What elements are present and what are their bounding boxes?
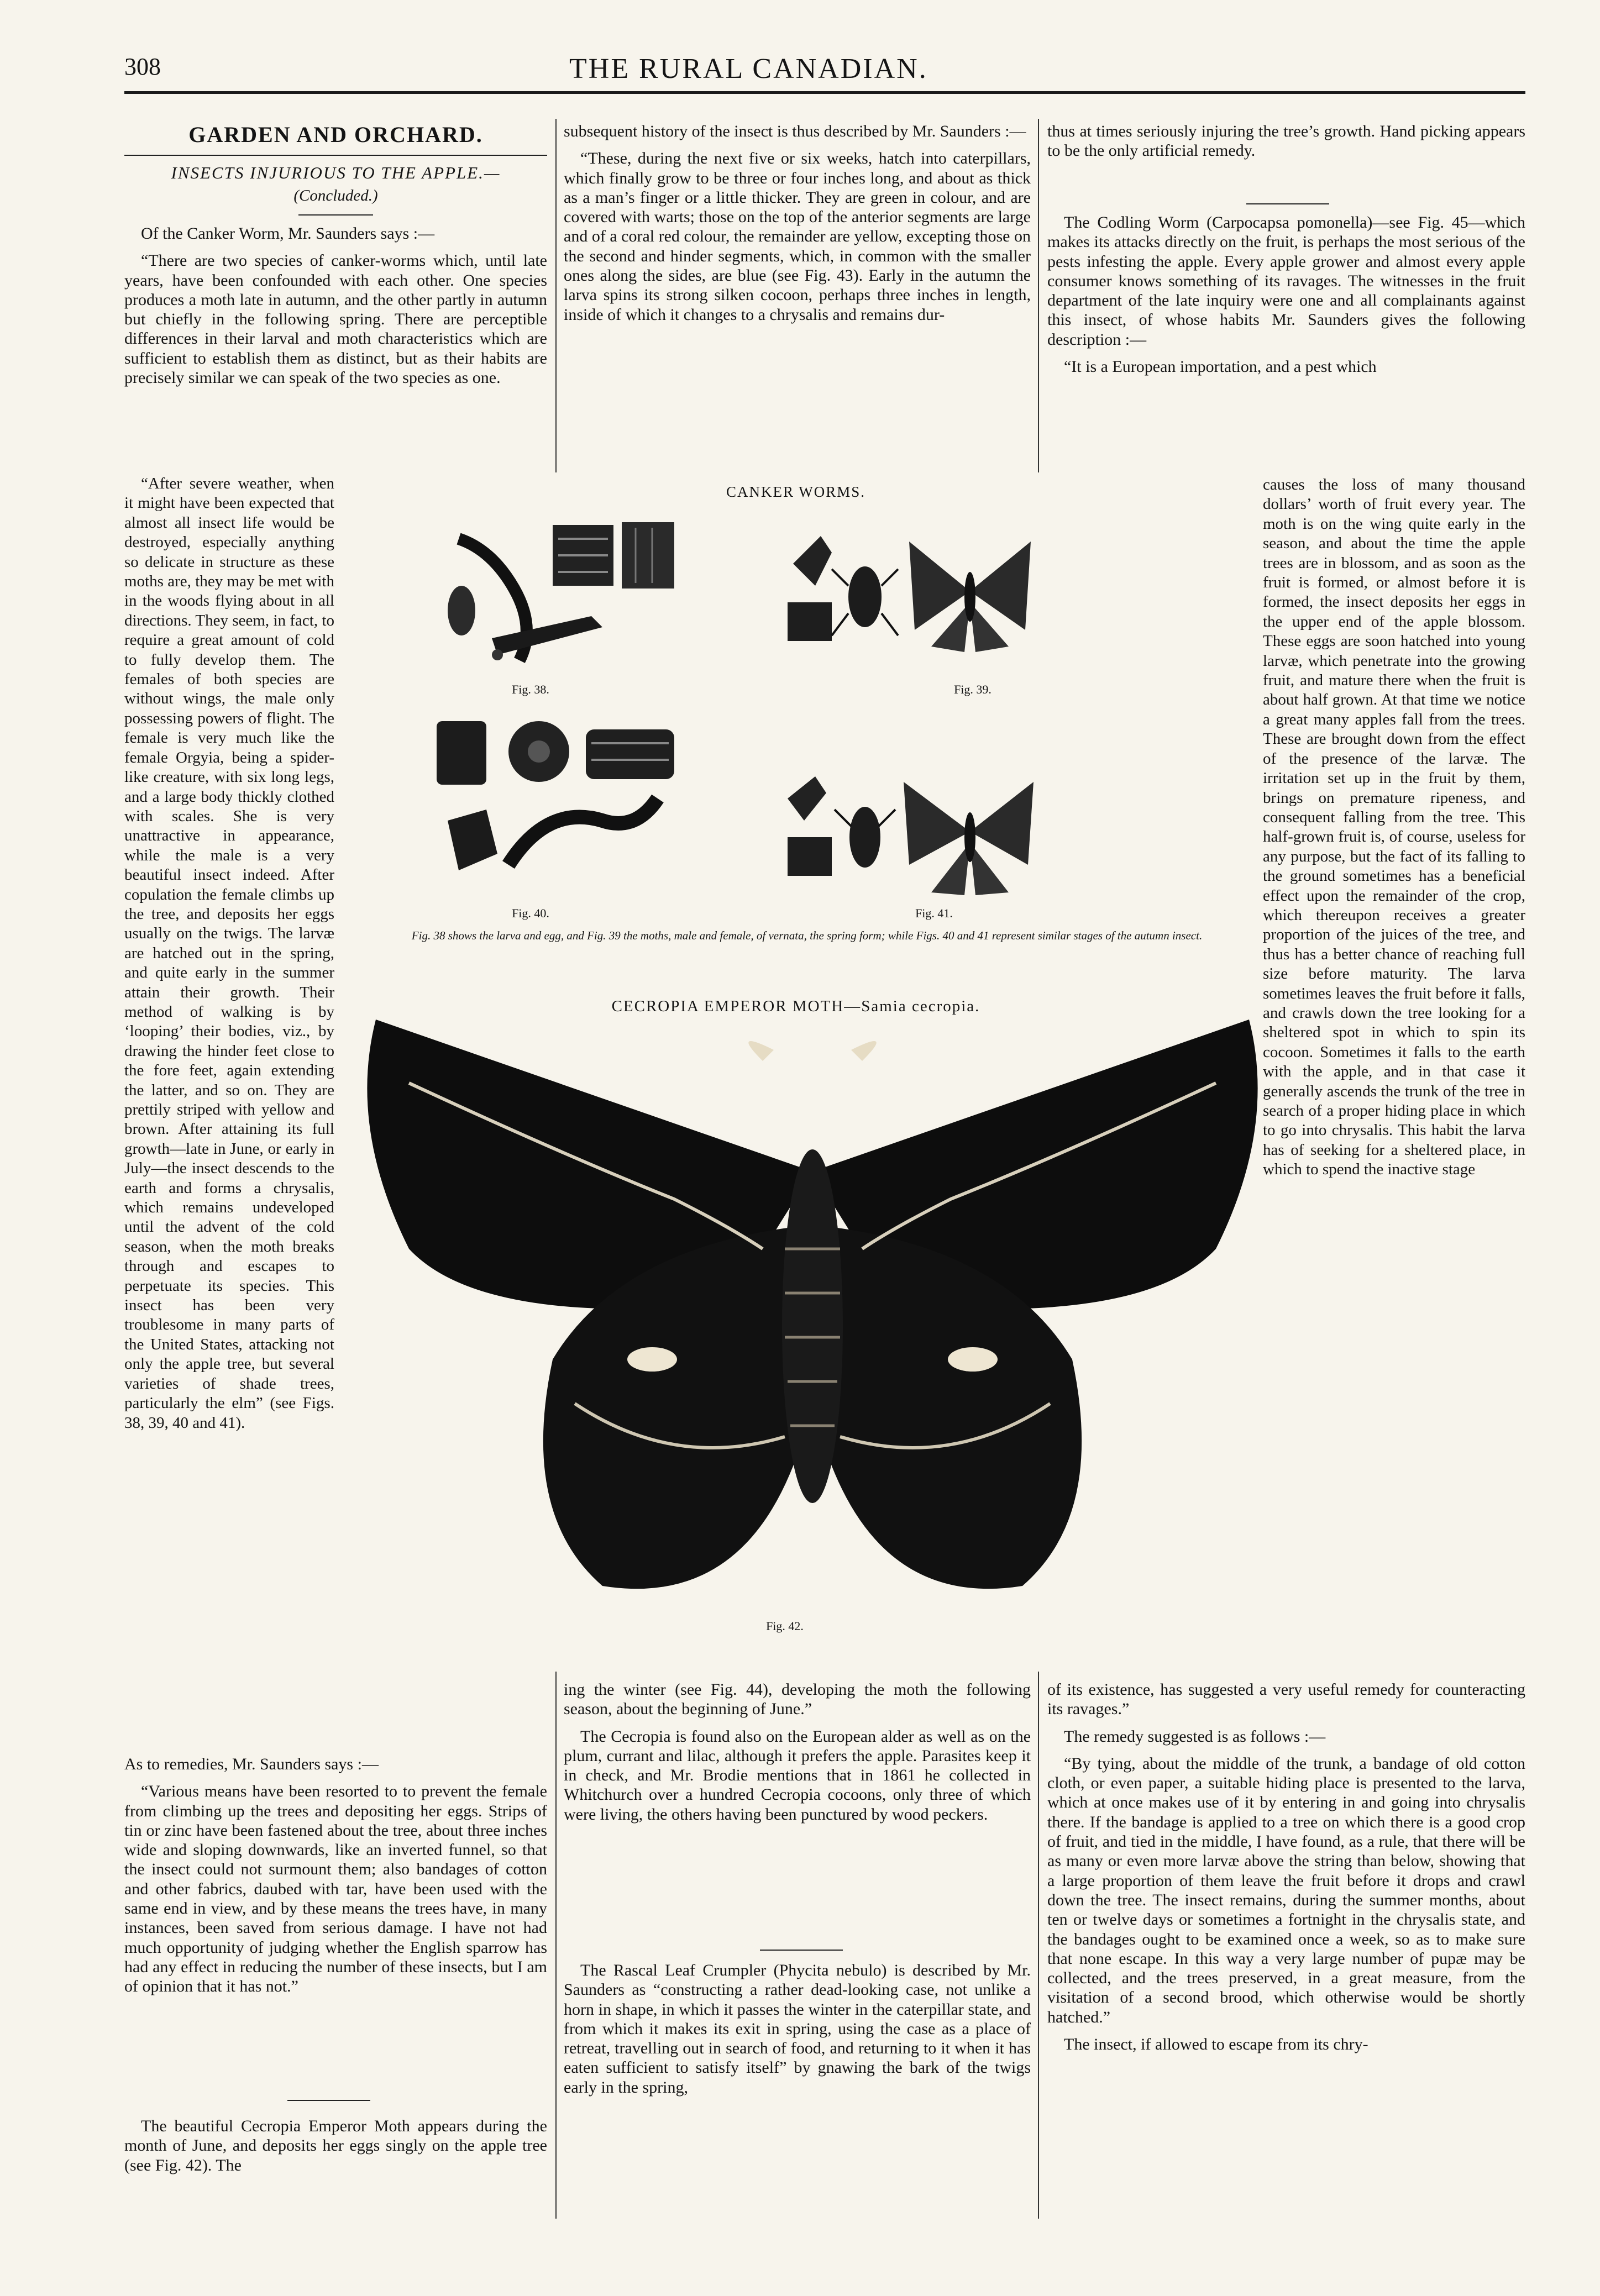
paragraph: thus at times seriously injuring the tree’s growth. Hand picking appears to be the only artificial remedy. bbox=[1047, 122, 1525, 160]
paragraph: “There are two species of canker-worms which, until late years, have been confounded with each other. One species produces a moth late in autumn, and the other partly in autumn but chiefly in the following spring. There are perceptible differences in their larval and moth characteristics which are sufficient to establish them as distinct, but as their habits are precisely similar we can speak of the two species as one. bbox=[124, 251, 547, 387]
figure-38 bbox=[426, 517, 691, 680]
paragraph: ing the winter (see Fig. 44), developing the moth the following season, about the beginning of June.” bbox=[564, 1680, 1031, 1719]
figure-42-label: Fig. 42. bbox=[766, 1619, 804, 1633]
paragraph: “It is a European importation, and a pest which bbox=[1064, 358, 1377, 376]
col1-text-narrow bbox=[124, 474, 334, 1441]
column-rule-left-top bbox=[555, 119, 557, 472]
paragraph: The Cecropia is found also on the European alder as well as on the plum, currant and lilac, although it prefers the apple. Parasites keep it in check, and Mr. Brodie mentions that in 1861 he collected in Whitchurch over a hundred Cecropia cocoons, only three of which were living, the others having been punctured by wood peckers. bbox=[564, 1727, 1031, 1824]
figure-40-label: Fig. 40. bbox=[512, 906, 549, 920]
paragraph: As to remedies, Mr. Saunders says :— bbox=[124, 1755, 379, 1773]
col3-text-mid bbox=[1047, 213, 1525, 384]
paragraph: The insect, if allowed to escape from its chry- bbox=[1064, 2035, 1368, 2054]
paragraph: causes the loss of many thousand dollars’ worth of fruit every year. The moth is on the wing quite early in the season, and about the time the apple trees are in blossom, and as soon as the fruit is formed, or almost before it is formed, the insect deposits her eggs in the upper end of the apple blossom. These eggs are soon hatched into young larvæ, which penetrate into the growing fruit, and mature there when the fruit is about half grown. At that time we notice a great many apples fall from the trees. These are brought down from the effect of the presence of the larvæ. The irritation set up in the fruit by them, brings on premature ripeness, and consequent falling from the tree. This half-grown fruit is, of course, useless for any purpose, but the fact of its falling to the ground sometimes has a beneficial effect upon the remainder of the crop, which thereupon receives a greater proportion of the juices of the tree, and thus has a better chance of reaching full size before maturity. The larva sometimes leaves the fruit before it falls, and crawls down the tree looking for a sheltered spot in which to spin its cocoon. Sometimes it falls to the earth with the apple, and in that case it generally ascends the trunk of the tree in search of a proper hiding place in which to go into chrysalis. This habit the larva has of seeking for a sheltered place, in which to spend the inactive stage bbox=[1263, 476, 1525, 1179]
short-rule bbox=[298, 214, 373, 216]
header-rule bbox=[124, 91, 1525, 94]
column-rule-right-bottom bbox=[1038, 1672, 1039, 2219]
paragraph: of its existence, has suggested a very useful remedy for counteracting its ravages.” bbox=[1047, 1680, 1525, 1719]
paragraph: “After severe weather, when it might have been expected that almost all insect life would be destroyed, especially anything so delicate in structure as these moths are, they may be met with in the woods flying about in all directions. They seem, in fact, to require a great amount of cold to fully develop them. The females of both species are without wings, the male only possessing powers of flight. The female is very much like the female Orgyia, being a spider-like creature, with six long legs, and a large body thickly clothed with scales. She is very unattractive in appearance, while the male is a very beautiful insect indeed. After copulation the female climbs up the tree, and deposits her eggs usually on the twigs. The larvæ are hatched out in the spring, and quite early in the summer attain their growth. Their method of walking is by ‘looping’ their bodies, viz., by drawing the hinder feet close to the fore feet, again extending the latter, and so on. They are prettily striped with yellow and brown. After attaining its full growth—late in June, or early in July—the insect descends to the earth and forms a chrysalis, which remains undeveloped until the advent of the cold season, when the moth breaks through and escapes to perpetuate its species. This insect has been very troublesome in many parts of the United States, attacking not only the apple tree, but several varieties of shade trees, particularly the elm” (see Figs. 38, 39, 40 and 41). bbox=[124, 475, 334, 1432]
paragraph: The Rascal Leaf Crumpler (Phycita nebulo) is described by Mr. Saunders as “constructing a rather dead-looking case, not unlike a horn in shape, in which it passes the winter in the caterpillar state, and from which it makes its exit in spring, using the case as a place of retreat, travelling out in search of food, and returning to it when it has eaten sufficient to satisfy itself” by gnawing the bark of the twigs early in the spring, bbox=[564, 1961, 1031, 2097]
canker-worms-caption: Fig. 38 shows the larva and egg, and Fig. 39 the moths, male and female, of vernata, the spring form; while Figs. 40 and 41 represent similar stages of the autumn insect. bbox=[411, 929, 1203, 942]
short-rule bbox=[287, 2100, 370, 2101]
paragraph: “Various means have been resorted to to prevent the female from climbing up the trees and depositing her eggs. Strips of tin or zinc have been fastened about the tree, about three inches wide and sloping downwards, like an inverted funnel, so that the insect could not surmount them; also bandages of cotton and other fabrics, daubed with tar, have been used with the same end in view, and by these means the trees have, in many instances, been saved from serious damage. I have not had much opportunity of judging whether the English sparrow has had any effect in reducing the number of these insects, but I am of opinion that it has not.” bbox=[124, 1782, 547, 1996]
paragraph: “By tying, about the middle of the trunk, a bandage of old cotton cloth, or even paper, a suitable hiding place is presented to the larva, which at once makes use of it by entering in and going into chrysalis there. If the bandage is applied to a tree on which there is a good crop of fruit, and tied in the middle, I have found, as a rule, that there will be as many or even more larvæ above the string than below, showing that a large proportion of them leave the fruit before it drops and crawl down the tree. The insect remains, during the summer months, about ten or twelve days or sometimes a fortnight in the chrysalis state, and the bandages ought to be examined once a week, so as to make sure that none escape. In this way a very large number of pupæ may be collected, and the trees preserved, in a great measure, from the visitation of a second brood, which otherwise would be shortly hatched.” bbox=[1047, 1754, 1525, 2026]
figure-38-label: Fig. 38. bbox=[512, 682, 549, 696]
paragraph: The Codling Worm (Carpocapsa pomonella)—see Fig. 45—which makes its attacks directly on the fruit, is perhaps the most serious of the pests infesting the apple. Every apple grower and almost every apple consumer knows something of its ravages. The witnesses in the fruit department of the late inquiry were one and all complainants against this insect, of whose habits Mr. Saunders gives the following description :— bbox=[1047, 213, 1525, 349]
short-rule bbox=[760, 1950, 843, 1951]
col3-text-narrow bbox=[1263, 475, 1525, 1188]
autumn-moths-illustration bbox=[782, 771, 1036, 901]
paragraph: “These, during the next five or six weeks, hatch into caterpillars, which finally grow to be three or four inches long, and about as thick as a man’s finger or a little thicker. They are green in colour, and are covered with warts; those on the top of the anterior segments are large and of a coral red colour, the remainder are yellow, excepting those on the second and hinder segments, which, in common with the smaller ones along the sides, are blue (see Fig. 43). Early in the autumn the larva spins its strong silken cocoon, perhaps three inches in length, inside of which it changes to a chrysalis and remains dur- bbox=[564, 149, 1031, 324]
col1-text-top bbox=[124, 224, 547, 395]
column-rule-right-top bbox=[1038, 119, 1039, 472]
autumn-larva-illustration bbox=[426, 710, 691, 881]
canker-worms-title: CANKER WORMS. bbox=[726, 484, 866, 500]
figure-39-label: Fig. 39. bbox=[954, 682, 992, 696]
paragraph: The beautiful Cecropia Emperor Moth appears during the month of June, and deposits her eggs singly on the apple tree (see Fig. 42). The bbox=[124, 2117, 547, 2174]
running-head: THE RURAL CANADIAN. bbox=[569, 53, 928, 85]
cecropia-moth-illustration bbox=[343, 1017, 1282, 1603]
col3-text-bottom bbox=[1047, 1680, 1525, 2062]
canker-moths-illustration bbox=[782, 519, 1036, 680]
section-title: GARDEN AND ORCHARD. bbox=[188, 122, 483, 147]
column-rule-left-bottom bbox=[555, 1672, 557, 2219]
concluded-note: (Concluded.) bbox=[293, 187, 378, 204]
canker-larva-illustration bbox=[426, 517, 691, 680]
col3-text-top bbox=[1047, 122, 1525, 169]
section-rule bbox=[124, 155, 547, 156]
col1-text-bottom bbox=[124, 1754, 547, 2004]
figure-40 bbox=[426, 710, 691, 881]
paragraph: subsequent history of the insect is thus described by Mr. Saunders :— bbox=[564, 122, 1026, 140]
col2-text-top bbox=[564, 122, 1031, 332]
col2-text-bottom bbox=[564, 1680, 1031, 1832]
col1-text-end bbox=[124, 2116, 547, 2183]
cecropia-title: CECROPIA EMPEROR MOTH—Samia cecropia. bbox=[611, 997, 980, 1015]
page-number: 308 bbox=[124, 53, 161, 80]
article-title: INSECTS INJURIOUS TO THE APPLE.— bbox=[171, 163, 501, 182]
figure-41 bbox=[782, 771, 1036, 901]
short-rule bbox=[1246, 203, 1329, 204]
figure-42 bbox=[343, 1017, 1282, 1603]
paragraph: The remedy suggested is as follows :— bbox=[1064, 1727, 1326, 1746]
figure-39 bbox=[782, 519, 1036, 680]
col2-text-end bbox=[564, 1961, 1031, 2105]
paragraph: Of the Canker Worm, Mr. Saunders says :— bbox=[141, 224, 435, 243]
figure-41-label: Fig. 41. bbox=[915, 906, 953, 920]
